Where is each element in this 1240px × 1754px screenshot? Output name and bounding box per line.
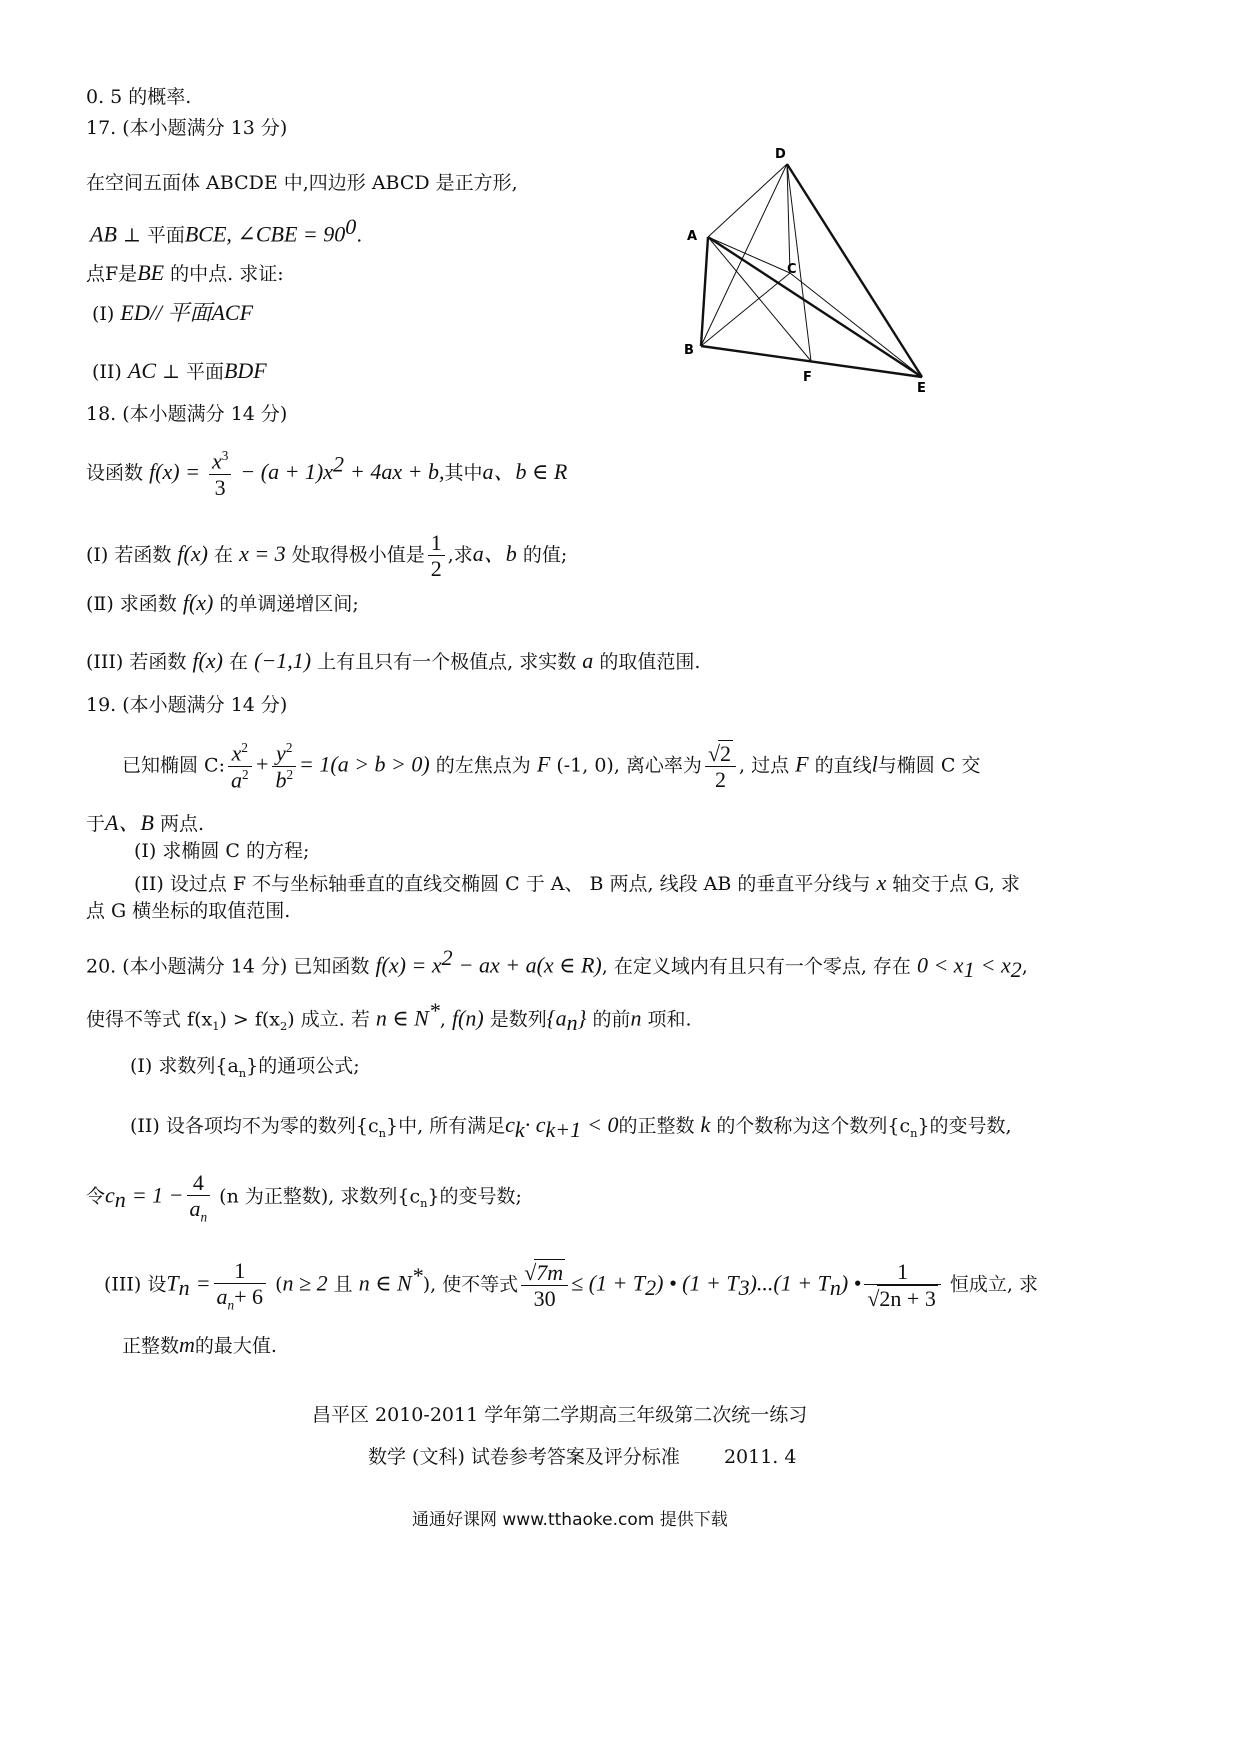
q20-part3-d: 恒成立, 求 <box>949 1273 1038 1296</box>
q20-n-in: n ∈ N <box>375 1005 429 1031</box>
q20-part3-frac-num: 1 <box>214 1258 267 1284</box>
q19-b: b <box>275 767 287 793</box>
q19-line2 <box>86 810 204 836</box>
q20-part2-c: 的正整数 <box>618 1115 695 1137</box>
q17-point-f-text: 点F是 <box>86 263 138 285</box>
q20-part3-sn: n <box>829 1275 841 1301</box>
q18-stem-text: 设函数 <box>86 461 144 484</box>
q18-poly: − (a + 1)x <box>240 458 333 484</box>
q20-part2 <box>130 1112 1012 1143</box>
q20-ineq1: 0 < x <box>916 952 964 978</box>
q18-part3-interval: (−1,1) <box>254 648 312 673</box>
q20-fx-rest: − ax + a(x ∈ R) <box>458 952 602 978</box>
figure-label-e: E <box>917 381 926 396</box>
figure-label-a: A <box>687 229 698 244</box>
q20-an-sub: n <box>566 1010 578 1036</box>
q20-an-set: {a <box>546 1005 567 1031</box>
q18-part1-tail2: 的值; <box>522 543 568 566</box>
q19-a-sq: 2 <box>241 766 249 782</box>
q20-part3 <box>104 1258 1038 1313</box>
q18-frac-exp: 3 <box>221 448 229 463</box>
q19-part2-a: (II) 设过点 F 不与坐标轴垂直的直线交椭圆 C 于 A、 B 两点, 线段 AB 的垂直平分线与 <box>134 873 871 895</box>
q20-ineq2: < x <box>980 952 1011 978</box>
q18-part3-tail: 的取值范围. <box>599 651 701 673</box>
q20-part2-lt: < 0 <box>587 1112 619 1137</box>
q20-part3-ineq: ≤ (1 + T <box>571 1270 646 1296</box>
q17-ac: AC <box>127 358 157 383</box>
q19-part2 <box>134 870 1020 896</box>
q20-exp2: 2 <box>441 945 453 970</box>
q18-part1-x: x = 3 <box>239 540 286 566</box>
q20-header <box>86 945 1028 984</box>
q20-part1-sub: n <box>238 1065 247 1080</box>
q20-fx: f(x) = x <box>375 952 442 978</box>
q17-ab: AB <box>90 221 117 247</box>
q20-part3-and: 且 <box>333 1273 353 1296</box>
q20-part2-set: {c <box>355 1115 379 1137</box>
q19-ecc <box>705 740 736 793</box>
q19-F2: F <box>795 751 809 777</box>
q20-part2-frac-densub: n <box>200 1209 208 1225</box>
q20-part3-sqrt-icon: √ <box>524 1260 537 1286</box>
q20-part3-rfrac-den: 2n + 3 <box>879 1286 936 1312</box>
q18-header: 18. (本小题满分 14 分) <box>86 403 288 425</box>
q17-bce: BCE <box>184 221 227 247</box>
q18-part3-a: a <box>582 648 594 673</box>
q17-parallel: // 平面 <box>149 300 212 325</box>
q20-part2-def <box>86 1170 522 1225</box>
q19-eq: = 1(a > b > 0) <box>299 751 430 777</box>
q20-part2-c-n-sub: n <box>114 1187 126 1213</box>
q19-part1: (Ⅰ) 求椭圆 C 的方程; <box>134 840 310 862</box>
q19-part2-x: x <box>876 870 887 895</box>
q20-part3-end: ) • <box>840 1270 862 1296</box>
q18-half-num: 1 <box>428 530 445 556</box>
q20-comma: , <box>1021 955 1028 978</box>
q20-line2-g: 项和. <box>647 1008 692 1031</box>
q18-part3-mid: 上有且只有一个极值点, 求实数 <box>317 651 577 673</box>
q18-frac-den: 3 <box>214 474 226 500</box>
q19-stem <box>122 740 980 793</box>
q19-x-sq: 2 <box>241 740 248 756</box>
q19-line2-b: 两点. <box>159 813 205 835</box>
q17-part2 <box>92 358 267 384</box>
q19-l: l <box>871 751 878 777</box>
q20-line2-d: , <box>439 1008 446 1031</box>
q17-point-f <box>86 260 284 286</box>
pentahedron-figure <box>680 140 960 400</box>
q20-part3-sqrt7-num: 7m <box>536 1260 564 1286</box>
fragment-text: 0. 5 的概率. <box>86 86 192 108</box>
q19-line2-B: B <box>140 810 154 835</box>
q20-part3-mid: ) • (1 + T <box>656 1270 739 1296</box>
figure-label-c: C <box>787 262 797 277</box>
q18-stem <box>86 448 567 500</box>
q20-part2-def-b: (n 为正整数), 求数列 <box>219 1185 398 1208</box>
q20-part1-set: {a <box>215 1055 239 1077</box>
q18-part2-label: (Ⅱ) 求函数 <box>86 593 177 615</box>
q17-part2-label: (II) <box>92 361 122 383</box>
q20-part2-d: 的个数称为这个数列 <box>716 1115 888 1137</box>
q20-part3-frac-densub: n <box>227 1297 235 1313</box>
q20-part3-s2: 2 <box>645 1275 657 1301</box>
q20-header-a: 20. (本小题满分 14 分) 已知函数 <box>86 955 370 978</box>
q19-y: y <box>276 740 286 766</box>
q17-perp2: ⊥ 平面 <box>162 361 224 383</box>
q19-stem-e: 与椭圆 C 交 <box>877 754 981 777</box>
q20-part3-rfrac-num: 1 <box>864 1259 941 1285</box>
q18-ab-real: a、b ∈ R <box>482 458 568 484</box>
q18-part1-fx: f(x) <box>177 540 208 566</box>
figure-label-d: D <box>775 147 786 162</box>
q19-part2-line2: 点 G 横坐标的取值范围. <box>86 900 291 922</box>
q17-part1-label: (I) <box>92 303 115 325</box>
q20-part3-a: (III) 设 <box>104 1273 167 1296</box>
q20-part3-n: n <box>178 1275 190 1301</box>
q18-poly-tail: + 4ax + b, <box>350 458 445 484</box>
q20-part1-close: } <box>246 1055 259 1077</box>
q20-part2-k: k <box>514 1116 525 1142</box>
q20-line2 <box>86 998 692 1037</box>
q17-part1 <box>92 300 253 326</box>
q19-line2-a: 于 <box>86 813 106 835</box>
q20-part2-dot: · c <box>524 1112 546 1137</box>
q19-x: x <box>231 740 242 766</box>
q19-ecc-den: 2 <box>714 767 726 793</box>
q20-part2-def-close: } <box>427 1185 440 1208</box>
q20-part2-frac <box>187 1170 211 1225</box>
q20-part3-s3: 3 <box>738 1275 750 1301</box>
q20-part3-star: * <box>411 1263 423 1289</box>
q18-exp2: 2 <box>333 451 344 477</box>
q19-line2-A: A、 <box>105 810 141 835</box>
q18-frac-num: x <box>211 448 222 474</box>
answer-title-1: 昌平区 2010-2011 学年第二学期高三年级第二次统一练习 <box>312 1404 808 1426</box>
q20-n: n <box>630 1005 642 1031</box>
answer-title-2-text: 数学 (文科) 试卷参考答案及评分标准 <box>368 1446 680 1468</box>
q20-an-close: } <box>577 1005 587 1031</box>
q18-part3-fx: f(x) <box>192 648 223 673</box>
q17-ed: ED <box>120 300 150 325</box>
q18-part1-label: (Ⅰ) 若函数 <box>86 543 172 566</box>
q20-part3-cond2: n ∈ N <box>358 1270 412 1296</box>
q20-line2-a: 使得不等式 f(x <box>86 1008 213 1031</box>
q20-part2-close: } <box>385 1115 399 1137</box>
q20-line2-e: 是数列 <box>489 1008 547 1031</box>
q20-sub2: 2 <box>1010 957 1022 983</box>
q17-acf: ACF <box>211 300 254 325</box>
q18-fraction <box>209 448 231 500</box>
q20-part3-frac <box>214 1258 267 1313</box>
q20-fn: f(n) <box>451 1005 484 1031</box>
q17-perp: ⊥ 平面 <box>122 224 185 247</box>
q17-degree: 0 <box>345 214 357 239</box>
q19-left-focus: 的左焦点为 <box>435 754 531 777</box>
q20-part2-e: 的变号数, <box>929 1115 1012 1137</box>
q20-star: * <box>428 998 440 1023</box>
q20-part3-sqrt7 <box>521 1259 568 1312</box>
q17-condition <box>90 214 362 248</box>
q18-half-den: 2 <box>430 556 442 582</box>
q18-part1-tail1: ,求 <box>447 543 473 566</box>
q17-bdf: BDF <box>223 358 267 383</box>
q17-prove-text: 的中点. 求证: <box>170 263 284 285</box>
q18-part3-label: (III) 若函数 <box>86 651 187 673</box>
q20-part3-rfrac <box>864 1259 941 1312</box>
q19-b-sq: 2 <box>286 766 294 782</box>
q19-sqrt-icon: √ <box>707 741 721 766</box>
q20-part2-close2: } <box>917 1115 930 1137</box>
q20-line2-b: ) > f(x <box>219 1008 281 1031</box>
q18-part1 <box>86 530 567 582</box>
q17-stem: 在空间五面体 ABCDE 中,四边形 ABCD 是正方形, <box>86 172 518 194</box>
q18-half <box>428 530 445 582</box>
q20-part1-b: 的通项公式; <box>258 1055 360 1077</box>
q20-part2-ling: 令 <box>86 1185 106 1208</box>
q20-part2-a: (II) 设各项均不为零的数列 <box>130 1115 356 1137</box>
q20-part3-sqrt7-den: 30 <box>533 1286 556 1312</box>
q20-part2-def-set: {c <box>397 1185 421 1208</box>
q20-part3-b: ( <box>275 1273 283 1296</box>
q18-part1-at: 在 <box>214 543 234 566</box>
q20-part3-frac-den2: + 6 <box>234 1284 264 1310</box>
q17-header: 17. (本小题满分 13 分) <box>86 117 288 139</box>
q20-part3-line2-b: 的最大值. <box>194 1335 277 1357</box>
q20-part2-c-n: c <box>105 1182 115 1208</box>
q20-part3-m: m <box>179 1332 195 1357</box>
q17-be: BE <box>137 260 165 285</box>
q20-part1-a: (I) 求数列 <box>130 1055 216 1077</box>
q18-part2-fx: f(x) <box>182 590 214 615</box>
q19-part2-b: 轴交于点 G, 求 <box>892 873 1020 895</box>
q20-part2-kk: k <box>700 1112 711 1137</box>
q20-part2-def-sub: n <box>420 1196 428 1211</box>
q19-y-sq: 2 <box>285 740 293 756</box>
q20-part2-sub2: n <box>910 1125 918 1140</box>
q20-part2-k1: k+1 <box>545 1116 582 1142</box>
q20-part3-sqrt2-icon: √ <box>867 1286 880 1312</box>
q20-part3-eq: = <box>195 1270 211 1296</box>
q20-header-b: , 在定义域内有且只有一个零点, 存在 <box>601 955 911 978</box>
q18-qizhong: 其中 <box>444 461 483 484</box>
q20-part2-b: 中, 所有满足 <box>398 1115 506 1137</box>
q18-part2 <box>86 590 359 616</box>
q20-part1 <box>130 1055 360 1080</box>
q20-part2-frac-num: 4 <box>187 1170 211 1196</box>
q18-part1-mid: 处取得极小值是 <box>291 543 425 566</box>
q20-part2-sub: n <box>378 1125 386 1140</box>
q18-part3 <box>86 648 700 674</box>
q20-part2-eq: = 1 − <box>131 1182 184 1208</box>
answer-title-2 <box>368 1446 796 1469</box>
q19-a: a <box>230 767 242 793</box>
q20-part3-cond: n ≥ 2 <box>282 1270 328 1296</box>
q20-line2-c: ) 成立. 若 <box>287 1008 370 1031</box>
q19-plus: + <box>254 751 270 777</box>
q20-line2-s1: 1 <box>212 1019 220 1034</box>
q18-part1-ab: a、b <box>472 540 517 566</box>
q20-part2-set2: {c <box>887 1115 911 1137</box>
q18-part2-tail: 的单调递增区间; <box>219 593 359 615</box>
q18-fx: f(x) = <box>149 458 200 484</box>
q20-part3-T: T <box>166 1270 179 1296</box>
q19-header: 19. (本小题满分 14 分) <box>86 694 288 716</box>
q19-frac-x <box>228 740 252 792</box>
q20-part2-frac-den: a <box>189 1196 201 1222</box>
q20-part2-def-c: 的变号数; <box>439 1185 522 1208</box>
q19-stem-d: 的直线 <box>814 754 872 777</box>
q20-part3-c: ), 使不等式 <box>422 1273 519 1296</box>
q20-part3-dots: )...(1 + T <box>749 1270 830 1296</box>
figure-label-f: F <box>803 370 812 385</box>
q17-angle: , ∠CBE = 90 <box>226 221 346 247</box>
q19-F: F <box>536 751 551 777</box>
figure-label-b: B <box>684 343 694 358</box>
q20-part3-line2-a: 正整数 <box>122 1335 180 1357</box>
q19-stem-c: , 过点 <box>739 754 790 777</box>
q19-focus: (-1, 0), 离心率为 <box>556 754 702 777</box>
q17-period: . <box>356 224 363 247</box>
answer-date: 2011. 4 <box>723 1446 797 1468</box>
q20-sub1: 1 <box>963 957 975 983</box>
q20-part3-frac-den: a <box>216 1284 228 1310</box>
q20-line2-s2: 2 <box>280 1019 288 1034</box>
q20-part2-ck: c <box>505 1112 515 1137</box>
q19-frac-y <box>272 740 296 792</box>
q19-stem-text: 已知椭圆 C: <box>122 754 225 777</box>
q18-part3-in: 在 <box>229 651 249 673</box>
q20-part3-line2 <box>122 1332 277 1358</box>
q19-ecc-num: 2 <box>720 741 732 766</box>
footer-watermark: 通通好课网 www.tthaoke.com 提供下载 <box>412 1510 728 1530</box>
q20-line2-f: 的前 <box>592 1008 631 1031</box>
